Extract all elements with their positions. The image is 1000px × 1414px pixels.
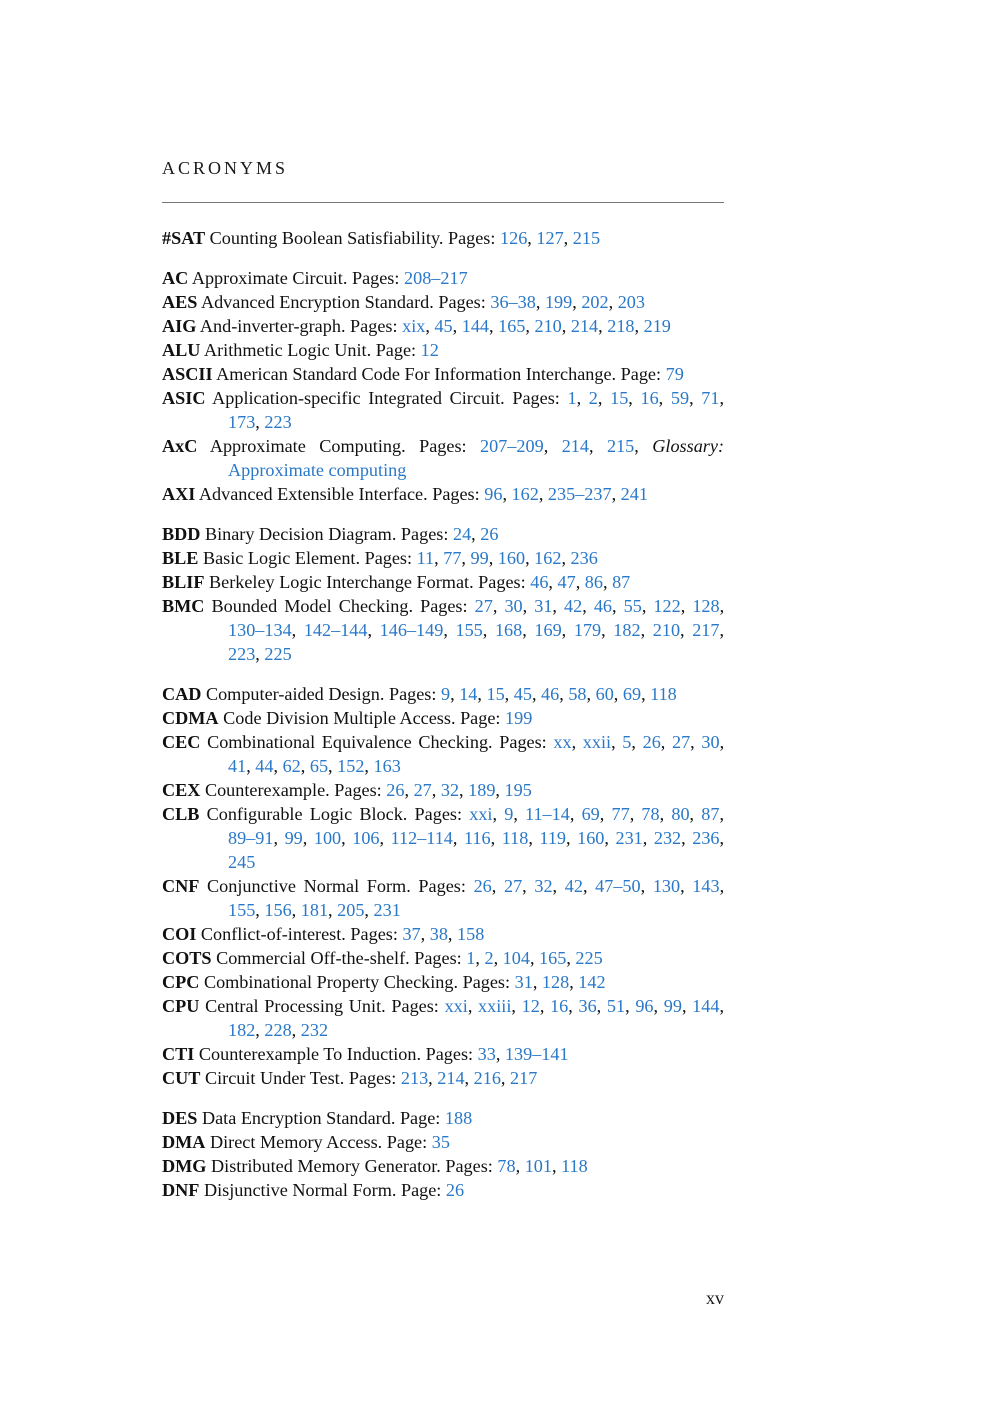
- acronym-entry: AXI Advanced Extensible Interface. Pages: 96, 162, 235–237, 241: [162, 484, 648, 504]
- page-reference-link[interactable]: 217: [510, 1068, 538, 1088]
- page-reference-link[interactable]: 236: [692, 828, 720, 848]
- page-reference-link[interactable]: 144: [692, 996, 720, 1016]
- page-reference-link[interactable]: 143: [692, 876, 720, 896]
- page-reference-link[interactable]: 231: [615, 828, 643, 848]
- page-reference-link[interactable]: 62: [282, 756, 301, 776]
- page-reference-link[interactable]: 51: [606, 996, 626, 1016]
- page-reference-link[interactable]: 2: [484, 948, 494, 968]
- acronym-term: CUT: [162, 1068, 201, 1088]
- page-reference-link[interactable]: 219: [643, 316, 671, 336]
- page-reference-link[interactable]: 160: [577, 828, 605, 848]
- page-reference-link[interactable]: 232: [300, 1020, 329, 1040]
- page-reference-link[interactable]: 139–141: [504, 1044, 569, 1064]
- page-reference-link[interactable]: 60: [595, 684, 614, 704]
- page-reference-link[interactable]: 106: [352, 828, 380, 848]
- page-reference-link[interactable]: 223: [264, 412, 292, 432]
- pages-label: Page:: [400, 1180, 442, 1200]
- acronym-entry: CEX Counterexample. Pages: 26, 27, 32, 189, 195: [162, 780, 532, 800]
- acronym-entry: CAD Computer-aided Design. Pages: 9, 14, 15, 45, 46, 58, 60, 69, 118: [162, 684, 677, 704]
- acronym-entry: BMC Bounded Model Checking. Pages: 27, 30, 31, 42, 46, 55, 122, 128, 130–134, 142–144, 146–149, 155, 168, 169, 179, 182, 210, 217, 223, 225: [162, 596, 725, 664]
- page-reference-link[interactable]: 119: [539, 828, 567, 848]
- page-reference-link[interactable]: 158: [457, 924, 485, 944]
- glossary-label: Glossary:: [652, 436, 725, 456]
- page-reference-link[interactable]: 31: [534, 596, 553, 616]
- page-reference-link[interactable]: 5: [622, 732, 632, 752]
- page-reference-link[interactable]: 99: [663, 996, 682, 1016]
- pages-label: Pages:: [438, 292, 486, 312]
- acronym-entry: BLE Basic Logic Element. Pages: 11, 77, 99, 160, 162, 236: [162, 548, 598, 568]
- acronym-term: ASCII: [162, 364, 213, 384]
- page-reference-link[interactable]: 155: [228, 900, 256, 920]
- page-reference-link[interactable]: 232: [653, 828, 682, 848]
- acronym-entry: CNF Conjunctive Normal Form. Pages: 26, 27, 32, 42, 47–50, 130, 143, 155, 156, 181, 205, 231: [162, 876, 725, 920]
- page-reference-link[interactable]: 223: [228, 644, 256, 664]
- acronym-entry: CLB Configurable Logic Block. Pages: xxi, 9, 11–14, 69, 77, 78, 80, 87, 89–91, 99, 100, 106, 112–114, 116, 118, 119, 160, 231, 232, 236, 245: [162, 804, 725, 872]
- page-reference-link[interactable]: 45: [513, 684, 532, 704]
- page-reference-link[interactable]: 16: [640, 388, 659, 408]
- page-reference-link[interactable]: 156: [264, 900, 292, 920]
- page-reference-link[interactable]: 241: [620, 484, 648, 504]
- page-reference-link[interactable]: 38: [429, 924, 448, 944]
- acronym-group: [162, 522, 724, 666]
- pages-label: Pages:: [350, 316, 398, 336]
- pages-label: Pages:: [447, 228, 496, 248]
- page-reference-link[interactable]: 46: [530, 572, 549, 592]
- acronym-description: Combinational Property Checking.: [203, 972, 459, 992]
- page-reference-link[interactable]: 225: [575, 948, 603, 968]
- page-reference-link[interactable]: 44: [255, 756, 274, 776]
- page-reference-link[interactable]: 99: [470, 548, 489, 568]
- page-reference-link[interactable]: 69: [581, 804, 600, 824]
- page-reference-link[interactable]: 14: [459, 684, 478, 704]
- acronym-entry: CTI Counterexample To Induction. Pages: 33, 139–141: [162, 1044, 569, 1064]
- acronym-entry: [162, 1106, 724, 1130]
- acronym-description: Configurable Logic Block.: [206, 804, 408, 824]
- acronym-term: DES: [162, 1108, 198, 1128]
- page-reference-link[interactable]: 128: [692, 596, 720, 616]
- pages-label: Pages:: [391, 996, 439, 1016]
- page-reference-link[interactable]: 203: [617, 292, 645, 312]
- acronym-term: CLB: [162, 804, 200, 824]
- page-reference-link[interactable]: 152: [337, 756, 365, 776]
- acronym-entry: [162, 706, 724, 730]
- acronym-term: CEX: [162, 780, 201, 800]
- page-reference-link[interactable]: 30: [504, 596, 523, 616]
- page-reference-link[interactable]: 36–38: [490, 292, 536, 312]
- page-reference-link[interactable]: 1: [567, 388, 577, 408]
- page-reference-link[interactable]: 89–91: [228, 828, 274, 848]
- acronym-description: Approximate Computing.: [209, 436, 406, 456]
- page-reference-link[interactable]: 9: [441, 684, 451, 704]
- acronym-entry: [162, 1178, 724, 1202]
- page-reference-link[interactable]: 42: [564, 596, 583, 616]
- pages-label: Pages:: [499, 732, 547, 752]
- page-reference-link[interactable]: 104: [502, 948, 530, 968]
- acronym-term: BLIF: [162, 572, 205, 592]
- page-reference-link[interactable]: xix: [402, 316, 426, 336]
- page-reference-link[interactable]: 27: [503, 876, 523, 896]
- pages-label: Pages:: [418, 876, 466, 896]
- page-reference-link[interactable]: 47: [557, 572, 576, 592]
- pages-label: Pages:: [334, 780, 382, 800]
- page-reference-link[interactable]: 130–134: [228, 620, 292, 640]
- acronym-term: BDD: [162, 524, 201, 544]
- page-reference-link[interactable]: 155: [455, 620, 483, 640]
- page-reference-link[interactable]: 24: [452, 524, 472, 544]
- page-reference-link[interactable]: 101: [524, 1156, 552, 1176]
- pages-label: Pages:: [414, 804, 463, 824]
- acronym-group: [162, 1106, 724, 1202]
- page-reference-link[interactable]: 217: [692, 620, 720, 640]
- page-reference-link[interactable]: 9: [504, 804, 514, 824]
- acronym-description: Code Division Multiple Access.: [223, 708, 456, 728]
- page-reference-link[interactable]: 77: [443, 548, 462, 568]
- page-reference-link[interactable]: 142: [578, 972, 606, 992]
- acronym-entry: [162, 266, 724, 290]
- pages-label: Page:: [399, 1108, 441, 1128]
- acronym-term: COI: [162, 924, 197, 944]
- page-reference-link[interactable]: 12: [420, 340, 439, 360]
- page-reference-link[interactable]: 80: [671, 804, 690, 824]
- pages-label: Pages:: [348, 1068, 397, 1088]
- acronym-description: Application-specific Integrated Circuit.: [212, 388, 505, 408]
- page-reference-link[interactable]: 189: [468, 780, 496, 800]
- page-reference-link[interactable]: 228: [264, 1020, 292, 1040]
- page-reference-link[interactable]: 182: [228, 1020, 256, 1040]
- page-reference-link[interactable]: 71: [701, 388, 720, 408]
- heading-rule: [162, 202, 724, 203]
- acronym-term: CPU: [162, 996, 200, 1016]
- page-reference-link[interactable]: 169: [534, 620, 562, 640]
- page-reference-link[interactable]: 214: [570, 316, 599, 336]
- page-reference-link[interactable]: 27: [671, 732, 691, 752]
- acronym-list: [162, 226, 724, 1218]
- acronym-description: Commercial Off-the-shelf.: [216, 948, 410, 968]
- acronym-entry: COI Conflict-of-interest. Pages: 37, 38, 158: [162, 924, 485, 944]
- page-reference-link[interactable]: 214: [561, 436, 589, 456]
- acronym-term: ALU: [162, 340, 201, 360]
- page-reference-link[interactable]: 27: [413, 780, 432, 800]
- page-reference-link[interactable]: 12: [521, 996, 540, 1016]
- acronym-term: DMA: [162, 1132, 206, 1152]
- page-reference-link[interactable]: 231: [373, 900, 401, 920]
- page-reference-link[interactable]: 16: [550, 996, 569, 1016]
- acronym-description: Advanced Extensible Interface.: [198, 484, 428, 504]
- page-reference-link[interactable]: 245: [228, 852, 256, 872]
- page-reference-link[interactable]: 2: [588, 388, 598, 408]
- acronym-entry: AxC Approximate Computing. Pages: 207–209, 214, 215, Glossary: Approximate computing: [162, 436, 725, 480]
- acronym-entry: CEC Combinational Equivalence Checking. Pages: xx, xxii, 5, 26, 27, 30, 41, 44, 62, 65, 152, 163: [162, 732, 725, 776]
- pages-label: Page:: [460, 708, 501, 728]
- page-reference-link[interactable]: 188: [444, 1108, 473, 1128]
- pages-label: Pages:: [445, 1156, 493, 1176]
- acronym-description: Basic Logic Element.: [202, 548, 361, 568]
- acronym-description: Bounded Model Checking.: [211, 596, 414, 616]
- page-reference-link[interactable]: 112–114: [390, 828, 453, 848]
- acronym-description: Arithmetic Logic Unit.: [203, 340, 372, 360]
- acronym-entry: [162, 362, 724, 386]
- acronym-description: Circuit Under Test.: [204, 1068, 345, 1088]
- pages-label: Pages:: [462, 972, 511, 992]
- page-reference-link[interactable]: xxi: [444, 996, 468, 1016]
- page-reference-link[interactable]: 26: [473, 876, 492, 896]
- page-reference-link[interactable]: 15: [486, 684, 505, 704]
- page-reference-link[interactable]: 15: [610, 388, 629, 408]
- page-reference-link[interactable]: 182: [613, 620, 641, 640]
- page-reference-link[interactable]: 11: [416, 548, 435, 568]
- acronym-description: Data Encryption Standard.: [201, 1108, 396, 1128]
- section-heading: ACRONYMS: [162, 158, 289, 178]
- acronym-entry: BLIF Berkeley Logic Interchange Format. Pages: 46, 47, 86, 87: [162, 572, 631, 592]
- page-reference-link[interactable]: 26: [642, 732, 661, 752]
- page-reference-link[interactable]: 202: [581, 292, 609, 312]
- acronym-term: #SAT: [162, 228, 206, 248]
- page-reference-link[interactable]: 32: [440, 780, 460, 800]
- page-reference-link[interactable]: 100: [313, 828, 342, 848]
- acronym-entry: DMG Distributed Memory Generator. Pages: 78, 101, 118: [162, 1156, 588, 1176]
- page-reference-link[interactable]: 41: [228, 756, 247, 776]
- pages-label: Pages:: [420, 596, 468, 616]
- page-reference-link[interactable]: 116: [464, 828, 491, 848]
- page-reference-link[interactable]: 208–217: [404, 268, 468, 288]
- pages-label: Pages:: [478, 572, 526, 592]
- page-reference-link[interactable]: 235–237: [547, 484, 612, 504]
- pages-label: Page:: [375, 340, 417, 360]
- page-reference-link[interactable]: 77: [611, 804, 630, 824]
- acronym-entry: [162, 338, 724, 362]
- page-reference-link[interactable]: 87: [701, 804, 720, 824]
- acronym-term: CPC: [162, 972, 200, 992]
- page-reference-link[interactable]: 118: [650, 684, 677, 704]
- page-reference-link[interactable]: 36: [578, 996, 597, 1016]
- acronym-entry: COTS Commercial Off-the-shelf. Pages: 1, 2, 104, 165, 225: [162, 948, 603, 968]
- acronym-description: Berkeley Logic Interchange Format.: [209, 572, 474, 592]
- page-reference-link[interactable]: 199: [544, 292, 573, 312]
- page-reference-link[interactable]: 213: [400, 1068, 429, 1088]
- acronym-description: Approximate Circuit.: [191, 268, 348, 288]
- page-reference-link[interactable]: 31: [514, 972, 533, 992]
- acronym-description: Distributed Memory Generator.: [211, 1156, 441, 1176]
- page-reference-link[interactable]: 146–149: [379, 620, 444, 640]
- acronym-entry: CPU Central Processing Unit. Pages: xxi, xxiii, 12, 16, 36, 51, 96, 99, 144, 182, 228, 232: [162, 996, 724, 1040]
- page-reference-link[interactable]: 65: [309, 756, 329, 776]
- page-reference-link[interactable]: 205: [337, 900, 365, 920]
- acronym-term: AC: [162, 268, 189, 288]
- page-reference-link[interactable]: 144: [461, 316, 489, 336]
- page-reference-link[interactable]: 46: [541, 684, 560, 704]
- page-reference-link[interactable]: 173: [228, 412, 256, 432]
- page-reference-link[interactable]: 79: [665, 364, 684, 384]
- acronym-group: [162, 682, 724, 1090]
- pages-label: Page:: [386, 1132, 428, 1152]
- acronym-description: Advanced Encryption Standard.: [200, 292, 434, 312]
- page-reference-link[interactable]: 130: [652, 876, 681, 896]
- page-reference-link[interactable]: 127: [536, 228, 564, 248]
- page-reference-link[interactable]: 26: [480, 524, 499, 544]
- page-reference-link[interactable]: 99: [284, 828, 303, 848]
- acronym-term: CAD: [162, 684, 202, 704]
- page-reference-link[interactable]: 96: [484, 484, 503, 504]
- pages-label: Pages:: [351, 268, 400, 288]
- acronym-description: American Standard Code For Information Interchange.: [216, 364, 617, 384]
- acronym-term: CTI: [162, 1044, 195, 1064]
- page-reference-link[interactable]: 160: [497, 548, 526, 568]
- page-reference-link[interactable]: 86: [584, 572, 603, 592]
- acronym-term: AXI: [162, 484, 196, 504]
- pages-label: Pages:: [432, 484, 480, 504]
- pages-label: Page:: [620, 364, 662, 384]
- pages-label: Pages:: [512, 388, 560, 408]
- page-reference-link[interactable]: 210: [652, 620, 681, 640]
- acronym-entry: AIG And-inverter-graph. Pages: xix, 45, 144, 165, 210, 214, 218, 219: [162, 316, 671, 336]
- pages-label: Pages:: [425, 1044, 474, 1064]
- page-reference-link[interactable]: 165: [498, 316, 526, 336]
- acronym-description: Conjunctive Normal Form.: [207, 876, 411, 896]
- page-reference-link[interactable]: 214: [437, 1068, 465, 1088]
- acronym-term: CDMA: [162, 708, 219, 728]
- acronym-entry: AES Advanced Encryption Standard. Pages: 36–38, 199, 202, 203: [162, 292, 645, 312]
- page-reference-link[interactable]: 96: [635, 996, 654, 1016]
- page-reference-link[interactable]: 11–14: [525, 804, 570, 824]
- page-reference-link[interactable]: 58: [568, 684, 587, 704]
- page-reference-link[interactable]: 42: [564, 876, 583, 896]
- page-reference-link[interactable]: 30: [701, 732, 720, 752]
- acronym-group: [162, 226, 724, 250]
- glossary-link[interactable]: Approximate computing: [228, 460, 407, 480]
- page-reference-link[interactable]: 33: [477, 1044, 496, 1064]
- acronym-term: BMC: [162, 596, 205, 616]
- acronym-description: Counting Boolean Satisfiability.: [209, 228, 444, 248]
- page-reference-link[interactable]: 210: [534, 316, 562, 336]
- page-reference-link[interactable]: 26: [445, 1180, 465, 1200]
- acronym-term: CNF: [162, 876, 200, 896]
- page-reference-link[interactable]: 1: [466, 948, 476, 968]
- acronym-entry: BDD Binary Decision Diagram. Pages: 24, 26: [162, 524, 499, 544]
- page-reference-link[interactable]: 207–209: [480, 436, 544, 456]
- page-reference-link[interactable]: 215: [572, 228, 601, 248]
- acronym-entry: #SAT Counting Boolean Satisfiability. Pages: 126, 127, 215: [162, 228, 601, 248]
- page-reference-link[interactable]: 142–144: [303, 620, 368, 640]
- acronym-description: Counterexample.: [204, 780, 330, 800]
- acronym-entry: CUT Circuit Under Test. Pages: 213, 214, 216, 217: [162, 1068, 538, 1088]
- acronym-entry: ASIC Application-specific Integrated Circuit. Pages: 1, 2, 15, 16, 59, 71, 173, 223: [162, 388, 724, 432]
- page-reference-link[interactable]: 118: [561, 1156, 588, 1176]
- page-reference-link[interactable]: 195: [504, 780, 532, 800]
- acronym-term: COTS: [162, 948, 212, 968]
- pages-label: Pages:: [350, 924, 398, 944]
- page-reference-link[interactable]: 179: [573, 620, 602, 640]
- page-reference-link[interactable]: xxiii: [478, 996, 512, 1016]
- page-reference-link[interactable]: 47–50: [595, 876, 641, 896]
- page-reference-link[interactable]: 69: [622, 684, 642, 704]
- page-reference-link[interactable]: 78: [641, 804, 660, 824]
- page-reference-link[interactable]: 216: [473, 1068, 501, 1088]
- acronym-description: Conflict-of-interest.: [200, 924, 346, 944]
- acronym-description: And-inverter-graph.: [199, 316, 346, 336]
- page-reference-link[interactable]: 32: [534, 876, 553, 896]
- page-reference-link[interactable]: 118: [501, 828, 529, 848]
- acronym-description: Computer-aided Design.: [205, 684, 385, 704]
- page-reference-link[interactable]: xxi: [469, 804, 493, 824]
- acronym-term: ASIC: [162, 388, 206, 408]
- acronym-term: BLE: [162, 548, 199, 568]
- acronym-group: [162, 266, 724, 506]
- page-reference-link[interactable]: 168: [494, 620, 523, 640]
- acronym-term: AxC: [162, 436, 198, 456]
- pages-label: Pages:: [414, 948, 462, 968]
- acronym-entry: CPC Combinational Property Checking. Pages: 31, 128, 142: [162, 972, 606, 992]
- page-reference-link[interactable]: 218: [607, 316, 635, 336]
- pages-label: Pages:: [388, 684, 437, 704]
- page-reference-link[interactable]: 26: [386, 780, 405, 800]
- acronym-description: Counterexample To Induction.: [198, 1044, 422, 1064]
- acronym-description: Binary Decision Diagram.: [204, 524, 397, 544]
- pages-label: Pages:: [419, 436, 467, 456]
- page-reference-link[interactable]: 162: [534, 548, 562, 568]
- page-reference-link[interactable]: 181: [300, 900, 329, 920]
- pages-label: Pages:: [364, 548, 413, 568]
- page-reference-link[interactable]: 45: [434, 316, 453, 336]
- page-reference-link[interactable]: xx: [553, 732, 572, 752]
- page-reference-link[interactable]: 199: [505, 708, 533, 728]
- page-reference-link[interactable]: 87: [612, 572, 631, 592]
- acronym-term: AES: [162, 292, 198, 312]
- acronym-term: AIG: [162, 316, 197, 336]
- page-reference-link[interactable]: 35: [431, 1132, 450, 1152]
- page-reference-link[interactable]: 236: [570, 548, 598, 568]
- page-reference-link[interactable]: 37: [402, 924, 421, 944]
- acronym-term: CEC: [162, 732, 201, 752]
- page-reference-link[interactable]: 162: [511, 484, 539, 504]
- page-reference-link[interactable]: 126: [500, 228, 528, 248]
- acronym-description: Combinational Equivalence Checking.: [207, 732, 493, 752]
- acronym-description: Disjunctive Normal Form.: [203, 1180, 397, 1200]
- page-reference-link[interactable]: 27: [474, 596, 493, 616]
- acronym-entry: [162, 1130, 724, 1154]
- page-reference-link[interactable]: 46: [593, 596, 613, 616]
- acronym-description: Central Processing Unit.: [205, 996, 386, 1016]
- page-reference-link[interactable]: 128: [541, 972, 570, 992]
- page-reference-link[interactable]: 59: [670, 388, 690, 408]
- page-reference-link[interactable]: 225: [264, 644, 292, 664]
- page-reference-link[interactable]: 122: [653, 596, 681, 616]
- page-reference-link[interactable]: 78: [497, 1156, 516, 1176]
- pages-label: Pages:: [400, 524, 449, 544]
- page-reference-link[interactable]: 215: [606, 436, 635, 456]
- page-reference-link[interactable]: 165: [539, 948, 567, 968]
- page-reference-link[interactable]: xxii: [582, 732, 612, 752]
- acronym-term: DNF: [162, 1180, 200, 1200]
- acronym-description: Direct Memory Access.: [209, 1132, 383, 1152]
- page-reference-link[interactable]: 55: [623, 596, 642, 616]
- page-number: xv: [706, 1288, 724, 1308]
- page-reference-link[interactable]: 163: [373, 756, 401, 776]
- acronym-term: DMG: [162, 1156, 207, 1176]
